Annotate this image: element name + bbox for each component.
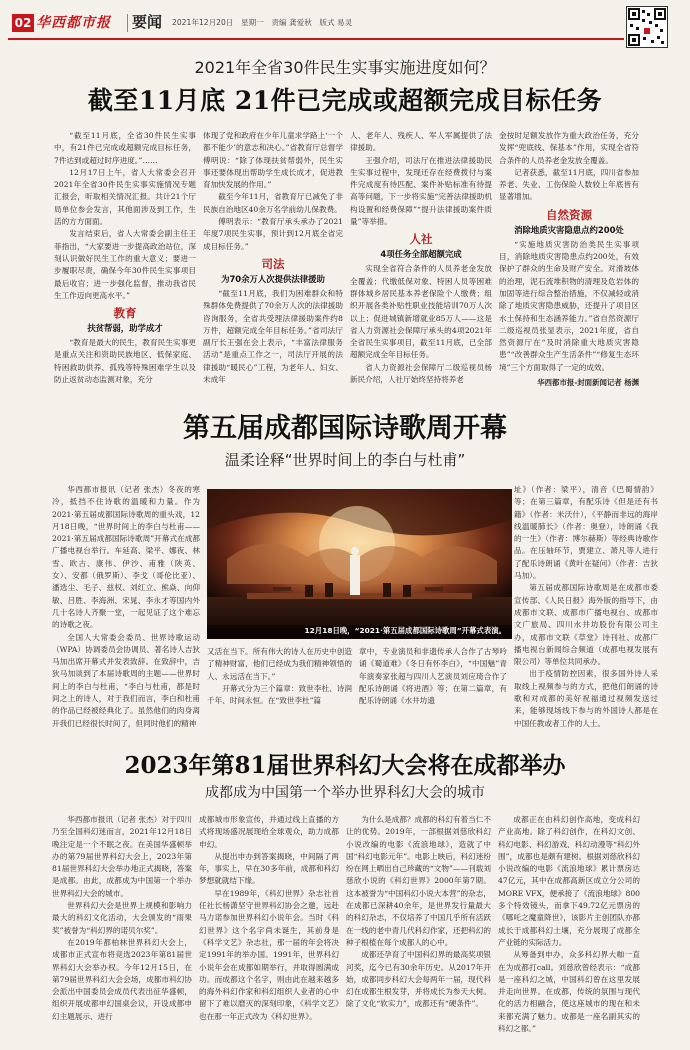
paragraph: 从筹备到申办，众多科幻界大咖一直在为成都打call。刘慈欣曾经表示：“成都是一座科幻之城，中国科幻曾在这里发展并走向世界。在成都，传统的氛围与现代化的活力相融合，使这座城市的现在和未来都充满了魅力。成都是一座名副其实的科幻之都。” [498,950,640,1034]
story3-headline: 2023年第81届世界科幻大会将在成都举办 [124,752,566,779]
paragraph: “截至11月底，我们为困难群众和特殊群体免费提供了70余万人次的法律援助咨询服务，全省共受理法律援助案件约8万件，超额完成全年目标任务。”省司法厅副厅长王强在会上表示，“丰富法律服务活动”是重点工作之一，司法厅开展的法律援助“暖民心”工程，为老年人、妇女、未成年 [203,288,343,385]
story1-headline: 截至11月底 21件已完成或超额完成目标任务 [87,86,603,115]
masthead-logo: 华西都市报 [36,15,111,31]
paragraph: 章中，专业演员和非遗传承人合作了古琴吟诵《蜀道难》《冬日有怀李白》，“中国魅”青年演奏家张超与四川人艺演员刘应琦合作了配乐诗朗诵《将进酒》等；在第二篇章，有配乐诗朗诵《水井坊遗 [359,647,507,706]
paragraph: 华西都市报讯（记者 张杰）对于四川乃至全国科幻迷而言，2021年12月18日晚注定是一个不眠之夜。在美国华盛顿举办的第79届世界科幻大会上，2023年第81届世界科幻大会举办地正式揭晓，答案是成都。由此，成都成为中国第一个举办世界科幻大会的城市。 [52,815,192,898]
paragraph: 实现全省符合条件的人员养老金发放全覆盖；代缴低保对象、特困人员等困难群体城乡居民基本养老保险个人缴费；组织开展各类补贴性职业技能培训70万人次以上；促进城镇新增就业85万人——这是省人力资源社会保障厅承头的4项2021年全省民生实事项目，截至11月底，已全部超额完成全年目标任务。 [350,264,492,360]
paragraph: 发言结束后，省人大常委会副主任王菲指出，“大家要进一步提高政治站位，深刻认识做好民生工作的重大意义；要进一步履职尽责，确保今年30件民生实事项目最后收官；进一步强化监督，推动我省民生工作迈向更高水平。” [54,229,196,300]
section-name: 要闻 [132,13,163,31]
paragraph: 开幕式分为三个篇章：致世李杜、诗润千年、时间永恒。在“致世李杜”篇 [207,683,352,706]
paragraph: 王强介绍，司法厅在推进法律援助民生实事过程中，发现还存在经费拨付与案件完成度有待匹配、案件补贴标准有待提高等问题，下一步将实施“完善法律援助机构设置和经费保障”“提升法律援助案件质量”等举措。 [350,155,492,227]
story1-column-4 [499,130,639,388]
story3-column-4 [498,814,640,1046]
story3-column-3 [346,814,491,1046]
section-subhead-nature: 消除地质灾害隐患点约200处 [514,224,624,235]
story2-headline: 第五届成都国际诗歌周开幕 [183,413,507,444]
paragraph: 金按时足额发放作为重大政治任务，充分发挥“兜底线、保基本”作用，实现全省符合条件的人员养老金发放全覆盖。 [499,131,639,165]
paragraph: 12月17日上午，省人大常委会召开2021年全省30件民生实事实施情况专题汇报会，听取相关情况汇报。共计21个厅局单位参会发言，其他面涉及到工作，生活的方方面面。 [54,167,196,227]
section-head-nature: 自然资源 [546,207,592,222]
story3-subtitle: 成都成为中国第一个举办世界科幻大会的城市 [205,785,485,801]
paragraph: 址》（作者：梁平），清音《巴蜀情韵》等；在第三篇章，有配乐诗《但是还有书籍》（作者：米沃什），《平静而非远的海岸线温暖肺长》（作者：奥登），诗朗诵《我的一生》（作者：博尔赫斯）等经典诗歌作品。在压轴环节，贾建立、萧凡等人进行了配乐诗朗诵《黄叶在疑问》（作者：吉狄马加）。 [514,485,658,581]
section-subhead-justice: 为70余万人次提供法律援助 [221,273,325,284]
qr-code-icon [626,6,668,48]
paragraph: 省人力资源社会保障厅二级巡视员杨新民介绍，人社厅始终坚持将养老 [350,362,492,385]
story2-column-4 [514,484,658,736]
story2-column-3 [359,646,507,746]
paragraph: 早在1989年，《科幻世界》杂志社首任社长杨潇坚守世界科幻协会之邀，远赴马力诺参加世界科幻小说年会。当时《科幻世界》这个名字尚未诞生，其前身是《科学文艺》杂志社，那一届的年会将决定1991年的举办国。1991年，世界科幻小说年会在成都如期举行，并取得圆满成功。而成都这个名字，则由此在越来越多的海外科幻作家和科幻组织人业者的心中留下了难以磨灭的深刻印象，《科学文艺》也在那一年正式改为《科幻世界》。 [199,888,339,1021]
story1-column-1 [54,130,196,385]
section-subhead-social: 4项任务全部超额完成 [380,249,462,260]
section-head-social: 人社 [409,232,433,247]
paragraph: 记者获悉，截至11月底，四川省参加养老、失业、工伤保险人数较上年底皆有显著增加。 [499,167,639,202]
story2-column-1 [52,484,200,784]
story3-column-2 [199,814,339,1046]
paragraph: “教育是最大的民生，教育民生实事更是重点关注和资助民族地区、低保家庭、特困救助供养、孤残等特殊困难学生以及防止返贫动态监测对象，充分 [54,338,196,385]
paragraph: 为什么是成都？成都的科幻有着当仁不让的优势。2019年，一部根据刘慈欣科幻小说改编的电影《流浪地球》，造就了中国“科幻电影元年”。电影上映后，科幻迷纷纷在网上晒出自己珍藏的“文物”——刊载刘慈欣小说的《科幻世界》2000年第7期。这本被誉为“中国科幻小说大本营”的杂志，在成都已深耕40余年，是世界发行量最大的科幻杂志，不仅培养了中国几乎所有活跃在一线的老中青几代科幻作家，还把科幻的种子根植在每个成都人的心中。 [346,815,491,947]
paragraph: 傅明表示：“教育厅承头承办了2021年度7项民生实事，预计到12月底全省完成目标任务。” [203,217,343,251]
story3-column-1 [52,814,192,1046]
story1-column-2 [203,130,343,385]
story2-subtitle: 温柔诠释“世界时间上的李白与杜甫” [224,451,466,469]
masthead [8,0,682,52]
story2-column-2 [207,646,352,746]
paragraph: 从提出申办到答案揭晓，中间隔了两年，事实上，早在30多年前，成都和科幻梦想就就结下缘。 [199,851,339,886]
section-divider [127,14,128,32]
paragraph: 第五届成都国际诗歌周是在成都市委宣传部、《人民日报》海外版的指导下，由成都市文联、成都市广播电视台、成都市文广旅局、四川水井坊股份有限公司主办，成都市文联《草堂》诗刊社、成都广播电视台新闻综合频道（成都电视发展有限公司）等单位共同承办。 [514,583,658,667]
page-number-badge: 02 [12,14,34,32]
masthead-rule [8,38,624,40]
paragraph: “截至11月底，全省30件民生实事中，有21件已完成或超额完成目标任务，7件达到或超过时序进度。”…… [54,131,196,165]
paragraph: 出于疫情防控因素，很多国外诗人采取线上视频参与的方式，把他们朗诵的诗歌和对成都的美好祝福通过视频发送过来，能够现场线下参与的外国诗人都是在中国任教或者工作的人士。 [514,669,658,728]
section-head-education: 教育 [113,306,137,321]
issue-meta: 2021年12月20日 星期一 责编 龚爱秋 版式 易灵 [172,18,353,27]
story2-photo [207,489,512,639]
paragraph: 在2019年都柏林世界科幻大会上，成都市正式宣布将竞选2023年第81届世界科幻大会举办权。今年12月15日，在第79届世界科幻大会会场，成都市科幻协会派出中国委员会成员代表出征华盛顿，组织开展成都申幻国桌会议，开设成都申幻主题展示、进行 [52,937,192,1021]
section-subhead-education: 扶贫帮弱，助学成才 [87,323,163,334]
paragraph: 成都正在由科幻创作高地，变成科幻产业高地。除了科幻创作，在科幻文创、科幻电影、科幻游戏、科幻动漫等“科幻外围”，成都也是颇有建树。根据刘慈欣科幻小说改编的电影《流浪地球》累计票房达47亿元，其中在成都高新区成立分公司的MORE VFX，便承接了《流浪地球》800多个特效镜头，而拿下49.72亿元票房的《哪吒之魔童降世》，该影片主创团队亦都成长于成都科幻土壤，充分展现了成都全产业链的实际活力。 [498,815,640,947]
photo-caption: 12月18日晚，“2021·第五届成都国际诗歌周”开幕式表演。 [207,625,512,637]
paragraph: 华西都市报讯（记者 张杰）冬夜的寒冷，抵挡不住诗歌的温暖和力量。作为2021·第五届成都国际诗歌周的重头戏，12月18日晚，“世界时间上的李白与杜甫——2021·第五届成都国际诗歌周”开幕式在成都广播电视台举行。车延高、梁平、娜夜、林雪、欧古、康伟、伊沙、甫雅（陕英、女）、安都（俄罗斯）、李戈（哥伦比亚）、潘选尘、毛子、兹权、刘红立、熊焱、向仰敏、吕胜、李海洲、宋晁、李永才等国内外几十名诗人齐聚一堂，一起见证了这个难忘的诗歌之夜。 [52,485,200,630]
paragraph: 全国人大常委会委员、世界诗歌运动（WPA）协调委员会协调员、著名诗人吉狄马加出席开幕式并发表致辞。在致辞中，吉狄马加谈到了本届诗歌周的主题——世界时间上的李白与杜甫，“李白与杜甫，都是时间之上的诗人，对于我们而言，李白和杜甫的作品已经被经典化了。虽然他们的肉身离开我们已经很长时间了，但同时他们的精神 [52,632,200,728]
paragraph: 成都还孕育了中国科幻界的最高奖项银河奖，迄今已有30余年历史。从2017年开始，成都同步科幻大会每两年一届，现代科幻在成都生根发芽，并将成长为参天大树。除了文化“软实力”，成都还有“硬条件”。 [346,950,491,1009]
paragraph: 人、老年人、残疾人、军人军属提供了法律援助。 [350,131,492,153]
story1-column-3 [350,130,492,385]
paragraph: 世界科幻大会是世界上规模和影响力最大的科幻文化活动，大会颁发的“雨果奖”被誉为“科幻界的诺贝尔奖”。 [52,901,192,935]
story1-credit: 华西都市报-封面新闻记者 杨渊 [537,378,639,388]
paragraph: 体现了党和政府在少年儿童求学路上‘一个都不能少’的意志和决心。”省教育厅总督学傅明说：“除了体现扶贫帮弱外，民生实事还要体现出帮助学生成长成才，促进教育加快发展的作用。” [203,131,343,190]
paragraph: 成都城市形象宣传，并通过线上直播的方式将现场盛况展现给全球观众，助力成都申幻。 [199,815,339,849]
story1-kicker: 2021年全省30件民生实事实施进度如何？ [194,58,496,77]
paragraph: “实施地质灾害防治类民生实事项目，消除地质灾害隐患点约200处，有效保护了群众的生命及财产安全。对滑坡体的治理，泥石流堆积物的清理及危岩体的加固等进行综合整治措施，不仅减轻或消除了地质灾害隐患威胁，还提升了项目区水土保持和生态涵养能力。”省自然资源厅二级巡视员张显表示，2021年度，省自然资源厅在“及时消除重大地质灾害隐患”“改善群众生产生活条件”“修复生态环境”三个方面取得了一定的成效。 [499,239,639,372]
paragraph: 又活在当下。所有伟大的诗人在历史中创造了精神财富，他们已经成为我们精神领悟的人、永远活在当下。” [207,647,352,681]
paragraph: 截至今年11月，省教育厅已减免了非民族自治地区40余万名学前幼儿保教费。 [203,192,343,214]
section-head-justice: 司法 [261,256,285,271]
